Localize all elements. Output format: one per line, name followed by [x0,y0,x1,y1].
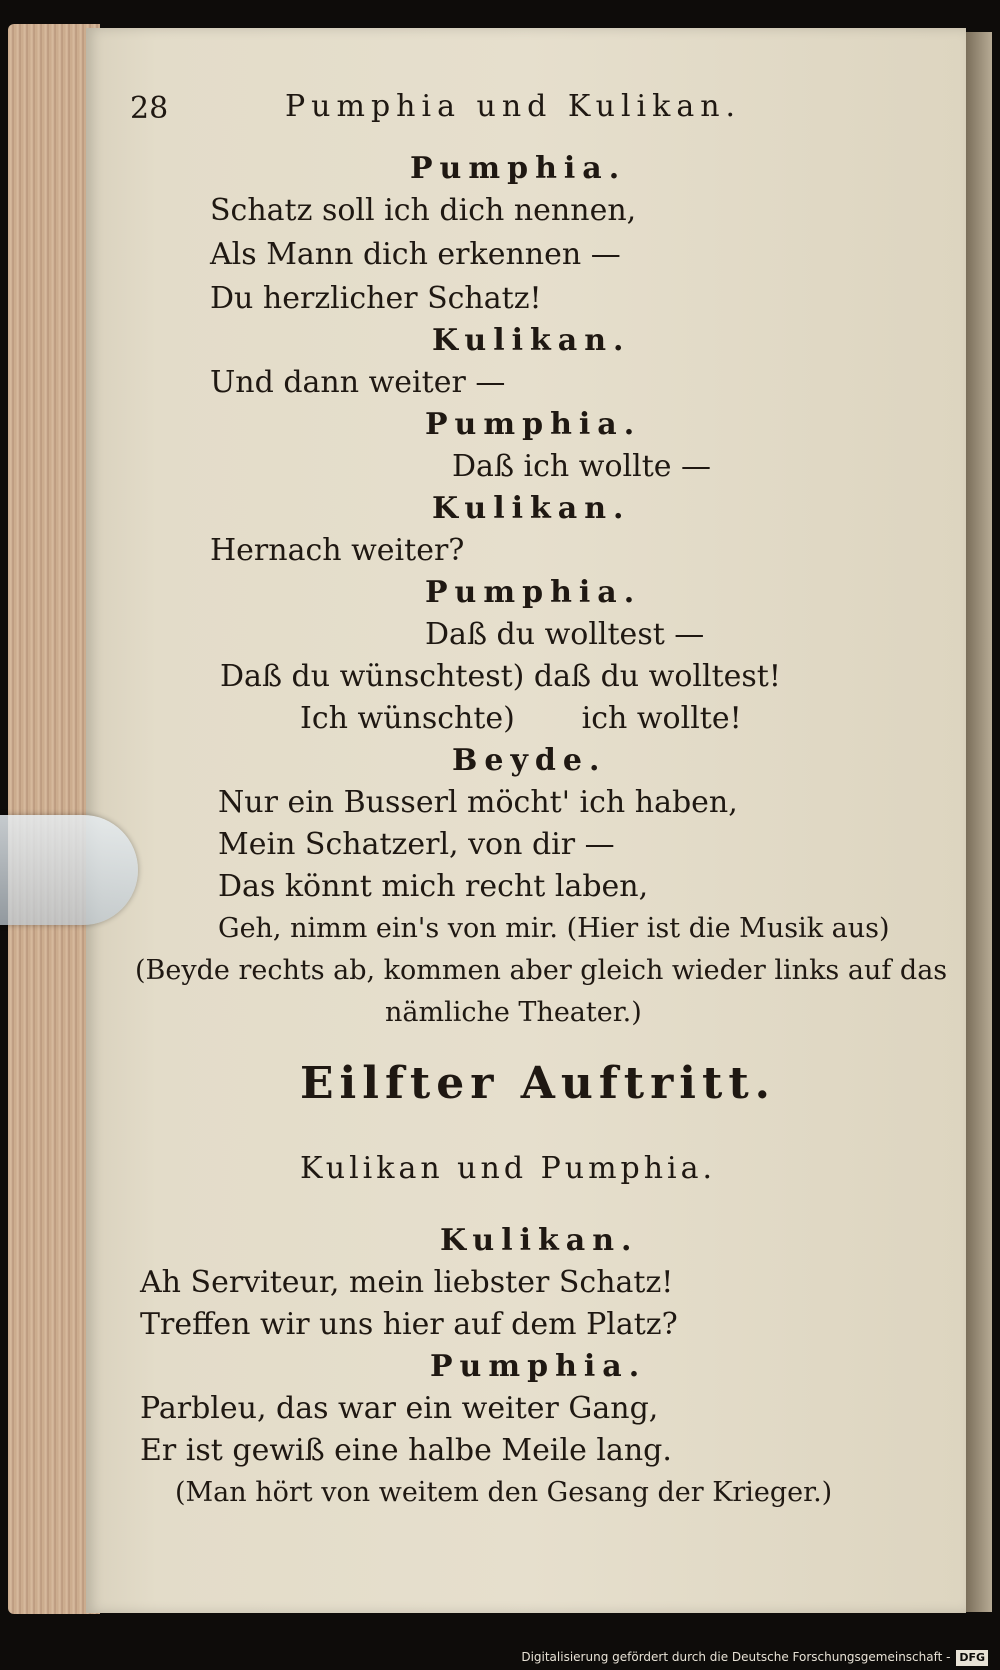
facing-page-edge [966,32,992,1612]
verse-line: Du herzlicher Schatz! [210,281,542,316]
verse-line: Er ist gewiß eine halbe Meile lang. [140,1433,672,1468]
dfg-logo: DFG [956,1650,988,1666]
speaker-label: Pumphia. [410,151,627,186]
verse-line: Parbleu, das war ein weiter Gang, [140,1391,659,1426]
running-title: Pumphia und Kulikan. [285,89,742,124]
speaker-label: Kulikan. [432,323,631,358]
verse-line: Hernach weiter? [210,533,465,568]
verse-line: Das könnt mich recht laben, [218,869,649,904]
speaker-label: Pumphia. [425,575,642,610]
speaker-label: Pumphia. [425,407,642,442]
digitization-credit [521,1649,988,1666]
speaker-label: Pumphia. [430,1349,647,1384]
verse-line: Daß du wolltest — [425,617,705,652]
verse-line: Und dann weiter — [210,365,506,400]
speaker-label: Kulikan. [440,1223,639,1258]
verse-line: Daß ich wollte — [452,449,712,484]
stage-direction: (Man hört von weitem den Gesang der Krieger.) [175,1477,833,1508]
speaker-label: Beyde. [452,743,607,778]
verse-line: Schatz soll ich dich nennen, [210,193,637,228]
verse-line: Geh, nimm ein's von mir. (Hier ist die Musik aus) [218,913,890,944]
verse-line: Mein Schatzerl, von dir — [218,827,615,862]
scene-characters: Kulikan und Pumphia. [300,1151,717,1186]
verse-line: Ich wünschte) ich wollte! [300,701,742,736]
verse-line: Als Mann dich erkennen — [210,237,621,272]
page-number: 28 [130,91,169,126]
verse-line: Ah Serviteur, mein liebster Schatz! [140,1265,674,1300]
verse-line: Treffen wir uns hier auf dem Platz? [140,1307,678,1342]
page-clip [0,815,138,925]
verse-line: Nur ein Busserl möcht' ich haben, [218,785,738,820]
stage-direction: nämliche Theater.) [385,997,642,1028]
speaker-label: Kulikan. [432,491,631,526]
scene-heading: Eilfter Auftritt. [300,1058,776,1109]
verse-line: Daß du wünschtest) daß du wolltest! [220,659,781,694]
credit-text: Digitalisierung gefördert durch die Deutsche Forschungsgemeinschaft - [521,1650,951,1664]
stage-direction: (Beyde rechts ab, kommen aber gleich wieder links auf das [135,955,948,986]
